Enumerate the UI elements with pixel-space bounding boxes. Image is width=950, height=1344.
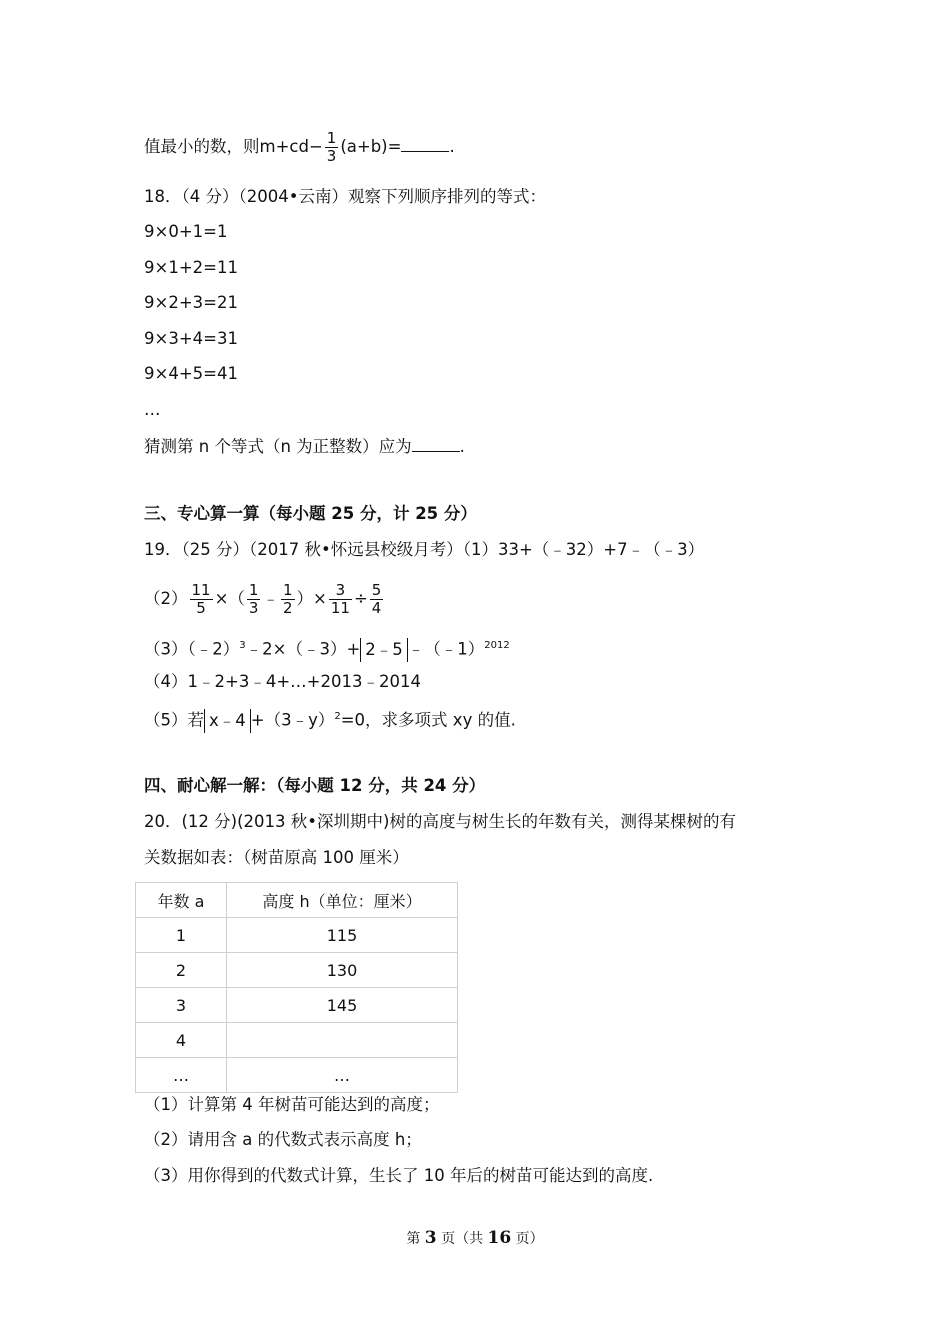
table-row: [136, 918, 458, 953]
table-row: [136, 988, 458, 1023]
page-total: 16: [487, 1228, 512, 1248]
fraction: $\frac{3}{11}$: [330, 581, 350, 617]
fraction: $\frac{5}{4}$: [371, 581, 382, 617]
q17-tail-line: 值最小的数，则m+cd− $\frac{1}{3}$ (a+b)= .: [144, 129, 455, 165]
section-3-title: 三、专心算一算（每小题 25 分，计 25 分）: [144, 504, 477, 523]
table-cell: 145: [227, 988, 458, 1023]
table-row: [136, 1023, 458, 1058]
answer-blank[interactable]: [401, 133, 449, 152]
q19-part5: （5）若 x﹣4 +（3﹣y）$^2$=0，求多项式 xy 的值.: [144, 705, 516, 733]
table-header-cell: 年数 a: [136, 883, 227, 918]
table-cell: 130: [227, 953, 458, 988]
q19-header: 19．（25 分）（2017 秋•怀远县校级月考）（1）33+（﹣32）+7﹣（﹣3）: [144, 540, 705, 559]
page-number: 3: [424, 1228, 437, 1248]
table-header-row: [136, 883, 458, 918]
fraction-one-third: $\frac{1}{3}$: [326, 129, 337, 165]
table-cell: 115: [227, 918, 458, 953]
page-footer: 第 3 页（共 16 页）: [406, 1228, 544, 1248]
q19-part3: （3）（﹣2）$^3$﹣2×（﹣3）+ 2﹣5 ﹣（﹣1）$^{2012}$: [144, 634, 510, 662]
table-cell: …: [227, 1058, 458, 1093]
table-header-cell: 高度 h（单位：厘米）: [227, 883, 458, 918]
table-cell: 4: [136, 1023, 227, 1058]
q19-part4: （4）1﹣2+3﹣4+…+2013﹣2014: [144, 672, 421, 691]
table-row: [136, 1058, 458, 1093]
table-row: [136, 953, 458, 988]
q18-equation: 9×3+4=31: [144, 329, 238, 348]
q18-header: 18．（4 分）（2004•云南）观察下列顺序排列的等式：: [144, 187, 546, 206]
fraction: $\frac{1}{2}$: [282, 581, 293, 617]
q18-equation: 9×0+1=1: [144, 222, 228, 241]
q19-part2: （2） $\frac{11}{5}$ ×（ $\frac{1}{3}$ ﹣ $\frac{1}{2}$ ）× $\frac{3}{11}$ ÷ $\frac{5}{4}$: [144, 581, 382, 617]
q20-sub1: （1）计算第 4 年树苗可能达到的高度；: [144, 1095, 440, 1114]
fraction: $\frac{1}{3}$: [248, 581, 259, 617]
q18-ellipsis: …: [144, 400, 161, 419]
q18-equation: 9×2+3=21: [144, 293, 238, 312]
q18-equation: 9×4+5=41: [144, 364, 238, 383]
absolute-value: x﹣4: [204, 709, 251, 733]
answer-blank[interactable]: [412, 433, 460, 452]
table-cell: [227, 1023, 458, 1058]
absolute-value: 2﹣5: [360, 638, 408, 662]
fraction: $\frac{11}{5}$: [191, 581, 211, 617]
q20-sub3: （3）用你得到的代数式计算，生长了 10 年后的树苗可能达到的高度.: [144, 1166, 654, 1185]
tree-height-table: [135, 882, 458, 1093]
table-cell: 1: [136, 918, 227, 953]
q20-sub2: （2）请用含 a 的代数式表示高度 h；: [144, 1130, 422, 1149]
q18-equation: 9×1+2=11: [144, 258, 238, 277]
table-cell: 3: [136, 988, 227, 1023]
table-cell: 2: [136, 953, 227, 988]
table-cell: …: [136, 1058, 227, 1093]
q18-question: 猜测第 n 个等式（n 为正整数）应为 .: [144, 433, 465, 459]
q20-header-line2: 关数据如表：（树苗原高 100 厘米）: [144, 848, 409, 867]
q20-header-line1: 20．(12 分)(2013 秋•深圳期中)树的高度与树生长的年数有关，测得某棵树的有: [144, 812, 736, 831]
section-4-title: 四、耐心解一解：（每小题 12 分，共 24 分）: [144, 776, 486, 795]
